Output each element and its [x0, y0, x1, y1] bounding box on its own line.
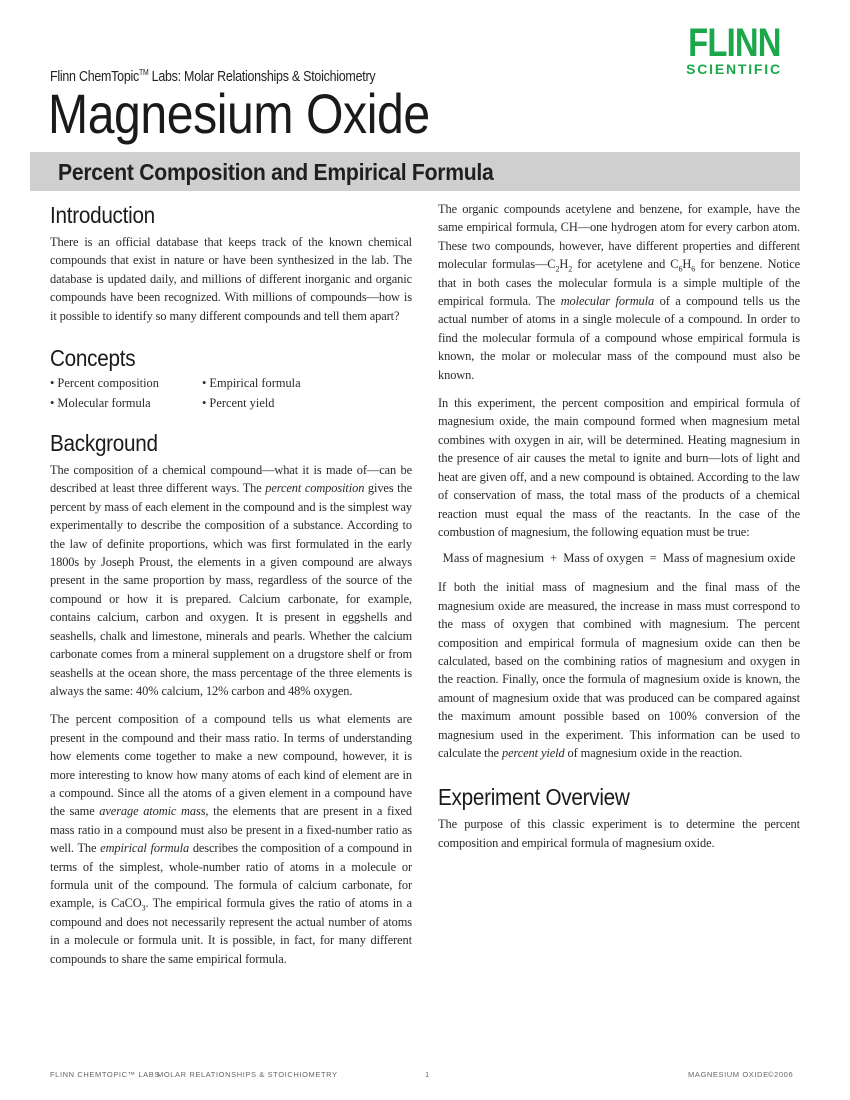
footer-doc-title: MAGNESIUM OXIDE	[688, 1070, 769, 1079]
experiment-paragraph: In this experiment, the percent composition and empirical formula of magnesium oxide, the main compound formed when magnesium metal combines with oxygen in air, will be determined. Heating magnesium in the presence of air causes the metal to ignite and burn—lots of light and heat are given off, and a new compound is obtained. According to the law of conservation of mass, the total mass of the products of a chemical reaction must equal the mass of the reactants. In the case of the combustion of magnesium, the following equation must be true:	[438, 396, 800, 539]
introduction-heading: Introduction	[50, 202, 155, 228]
subscript: 6	[691, 264, 696, 274]
molecular-formula-paragraph	[438, 200, 800, 384]
equation-term: Mass of oxygen	[563, 551, 644, 566]
footer-copyright: ©2006	[768, 1070, 794, 1079]
subscript: 2	[568, 264, 573, 274]
footer-topic: MOLAR RELATIONSHIPS & STOICHIOMETRY	[157, 1070, 338, 1079]
term-percent-yield: percent yield	[501, 745, 565, 760]
concept-item: • Percent yield	[202, 396, 275, 411]
logo-line-scientific: SCIENTIFIC	[686, 61, 782, 77]
left-column	[50, 200, 412, 968]
mass-equation	[438, 551, 800, 566]
text-run: of magnesium oxide in the reaction.	[564, 745, 743, 760]
text-run: for benzene. Notice that in both cases the molecular formula is a simple multiple of the empirical formula. The	[438, 257, 800, 309]
text-run: The percent composition of a compound tells us what elements are present in the compound and their mass ratio. In terms of understanding how elements come together to make a new compound, however, it is more interesting to know how many atoms of each kind of element are in a compound. Since all the atoms of a given element in a compound have the same	[50, 712, 412, 819]
subscript: 3	[141, 903, 146, 913]
background-paragraph-2	[50, 710, 412, 968]
subscript: 2	[555, 264, 560, 274]
concepts-heading: Concepts	[50, 345, 136, 372]
text-run: . The empirical formula gives the ratio of atoms in a compound and does not necessarily represent the actual number of atoms in a molecule or formula unit. It is possible, in fact, for many different compounds to share the same empirical formula.	[50, 896, 412, 966]
background-heading: Background	[50, 430, 158, 457]
introduction-text: There is an official database that keeps track of the known chemical compounds that exist in nature or have been synthesized in the lab. The database is updated daily, and millions of different inorganic and organic compounds have been recognized. With millions of compounds—how is it possible to identify so many different compounds and tell them apart?	[50, 235, 412, 323]
concept-item: • Molecular formula	[50, 396, 151, 411]
trademark-mark: TM	[139, 68, 149, 77]
equals-sign: =	[649, 551, 657, 566]
background-paragraph-1	[50, 461, 412, 700]
text-run: H	[682, 257, 692, 272]
subtitle-banner	[30, 152, 800, 191]
text-run: The organic compounds acetylene and benzene, for example, have the same empirical formula, CH—one hydrogen atom for every carbon atom. These two compounds, however, have different properties and different molecular formulas—C	[438, 202, 800, 272]
experiment-overview-heading: Experiment Overview	[438, 784, 630, 811]
footer-series: FLINN CHEMTOPIC™ LABS	[50, 1070, 160, 1079]
concept-item: • Percent composition	[50, 376, 159, 391]
equation-term: Mass of magnesium	[442, 551, 545, 566]
term-average-atomic-mass: average atomic mass,	[99, 804, 209, 819]
plus-sign: +	[550, 551, 558, 566]
term-percent-composition: percent composition	[265, 481, 365, 496]
footer-page-number: 1	[425, 1070, 430, 1079]
concepts-list	[50, 376, 412, 411]
subtitle: Percent Composition and Empirical Formula	[58, 159, 494, 185]
text-run: of a compound tells us the actual number of atoms in a single molecule of a compound. In order to find the molecular formula of a compound whose empirical formula is known, the molar or molecular mass of the compound must also be known.	[438, 294, 800, 382]
concept-item: • Empirical formula	[202, 376, 301, 391]
text-run: describes the composition of a compound in terms of the simplest, whole-number ratio of atoms in a molecule or formula unit of the compound. The formula of calcium carbonate, for example, is CaCO	[50, 841, 412, 911]
flinn-scientific-logo	[664, 21, 804, 77]
equation-term: Mass of magnesium oxide	[662, 551, 796, 566]
series-subject: Labs: Molar Relationships & Stoichiometry	[148, 68, 376, 85]
term-empirical-formula: empirical formula	[100, 841, 190, 856]
text-run: for acetylene and C	[572, 257, 679, 272]
term-molecular-formula: molecular formula	[560, 294, 655, 309]
right-column	[438, 200, 800, 852]
subscript: 6	[678, 264, 683, 274]
text-run: If both the initial mass of magnesium and the final mass of the magnesium oxide are measured, the increase in mass must correspond to the mass of oxygen that combined with magnesium. The percent composition and empirical formula of magnesium oxide can then be calculated, based on the combining ratios of magnesium and oxygen in the reaction. Finally, once the formula of magnesium oxide is known, the amount of magnesium oxide that was produced can be compared against the maximum amount possible based on 100% conversion of the magnesium used in the experiment. This information can be used to calculate the	[438, 580, 800, 760]
page-title: Magnesium Oxide	[48, 82, 430, 145]
logo-line-flinn: FLINN	[687, 21, 781, 65]
text-run: gives the percent by mass of each element in the compound and is the simplest way experimentally to describe the composition of a substance. According to the law of definite proportions, which was first formulated in the early 1800s by Joseph Proust, the elements in a given compound are always present in the same proportion by mass, regardless of the source of the compound or how it is prepared. Calcium carbonate, for example, contains calcium, carbon and oxygen. It is present in eggshells and seashells, chalk and limestone, minerals and pearls. Whether the calcium carbonate comes from a mineral supplement on a drugstore shelf or from seashells at the ocean shore, the mass percentage of the three elements is always the same: 40% calcium, 12% carbon and 48% oxygen.	[50, 481, 412, 698]
series-name: Flinn ChemTopic	[50, 68, 140, 85]
percent-yield-paragraph	[438, 578, 800, 762]
text-run: H	[559, 257, 569, 272]
text-run: The composition of a chemical compound—what it is made of—can be described at least three different ways. The	[50, 463, 412, 496]
text-run: the elements that are present in a fixed mass ratio in a compound must also be present in a fixed-number ratio as well. The	[50, 804, 412, 856]
experiment-overview-text: The purpose of this classic experiment is to determine the percent composition and empirical formula of magnesium oxide.	[438, 817, 800, 850]
